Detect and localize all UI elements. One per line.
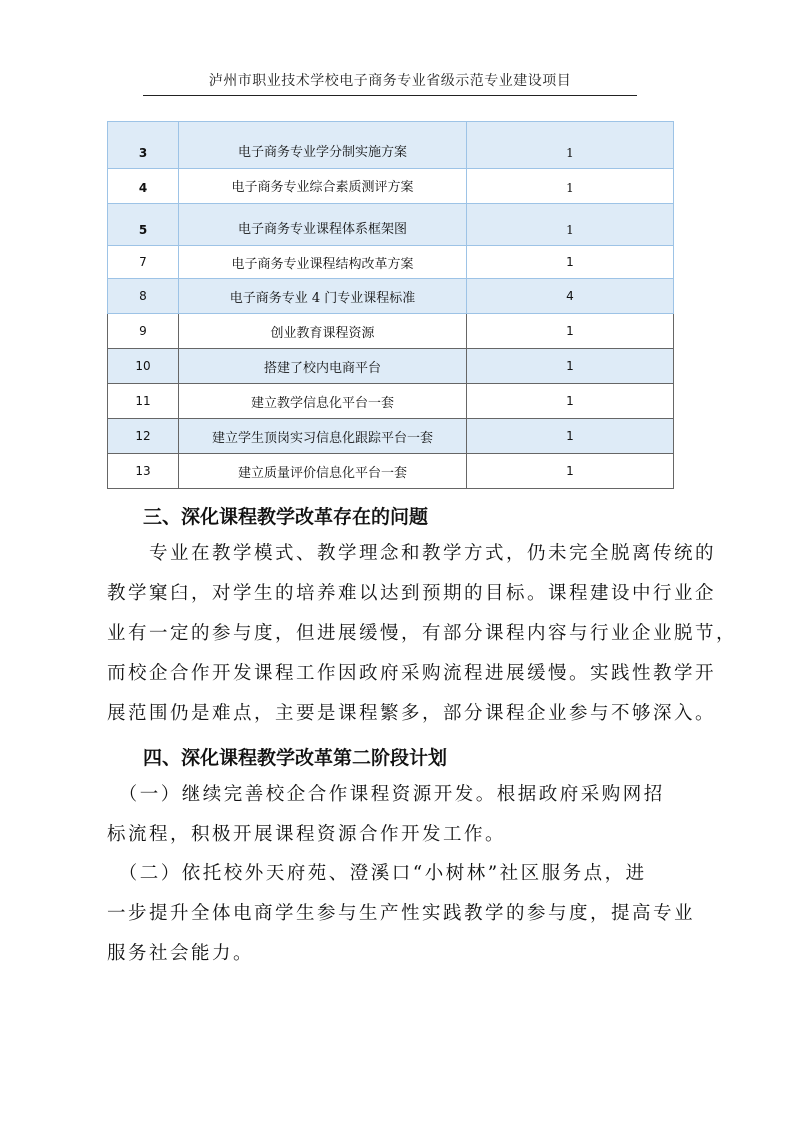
row-count: 1 xyxy=(467,169,674,204)
paragraph-line: 标流程，积极开展课程资源合作开发工作。 xyxy=(107,824,507,845)
header-divider xyxy=(143,95,637,96)
row-number: 10 xyxy=(108,349,179,384)
section-4-item-2 xyxy=(107,854,697,974)
row-count: 1 xyxy=(467,349,674,384)
paragraph-line: 业有一定的参与度，但进展缓慢，有部分课程内容与行业企业脱节， xyxy=(107,623,738,644)
table-row xyxy=(108,349,674,384)
section-3-paragraph xyxy=(107,534,738,734)
row-number: 12 xyxy=(108,419,179,454)
row-number: 11 xyxy=(108,384,179,419)
row-name: 创业教育课程资源 xyxy=(179,314,467,349)
table-row xyxy=(108,419,674,454)
row-name: 建立质量评价信息化平台一套 xyxy=(179,454,467,489)
row-number: 3 xyxy=(108,122,179,169)
row-count: 1 xyxy=(467,204,674,246)
section-4-item-1 xyxy=(107,775,697,855)
row-count: 4 xyxy=(467,279,674,314)
paragraph-line: 展范围仍是难点，主要是课程繁多，部分课程企业参与不够深入。 xyxy=(107,703,717,724)
paragraph-line: 专业在教学模式、教学理念和教学方式，仍未完全脱离传统的 xyxy=(107,543,717,564)
table-row xyxy=(108,246,674,279)
table-row xyxy=(108,314,674,349)
row-count: 1 xyxy=(467,419,674,454)
section-4-heading: 四、深化课程教学改革第二阶段计划 xyxy=(143,747,448,769)
section-3-heading: 三、深化课程教学改革存在的问题 xyxy=(143,506,429,528)
row-name: 电子商务专业 4 门专业课程标准 xyxy=(179,279,467,314)
table-row xyxy=(108,454,674,489)
table-row xyxy=(108,204,674,246)
results-table xyxy=(107,121,674,489)
paragraph-line: （二）依托校外天府苑、澄溪口“小树林”社区服务点，进 xyxy=(107,863,647,884)
paragraph-line: （一）继续完善校企合作课程资源开发。根据政府采购网招 xyxy=(107,784,665,805)
row-count: 1 xyxy=(467,314,674,349)
paragraph-line: 教学窠臼，对学生的培养难以达到预期的目标。课程建设中行业企 xyxy=(107,583,717,604)
table-row xyxy=(108,169,674,204)
row-name: 建立学生顶岗实习信息化跟踪平台一套 xyxy=(179,419,467,454)
paragraph-line: 一步提升全体电商学生参与生产性实践教学的参与度，提高专业 xyxy=(107,903,696,924)
row-name: 建立教学信息化平台一套 xyxy=(179,384,467,419)
paragraph-line: 服务社会能力。 xyxy=(107,943,255,964)
row-count: 1 xyxy=(467,384,674,419)
row-name: 搭建了校内电商平台 xyxy=(179,349,467,384)
row-name: 电子商务专业学分制实施方案 xyxy=(179,122,467,169)
row-count: 1 xyxy=(467,454,674,489)
table-row xyxy=(108,279,674,314)
table-row xyxy=(108,384,674,419)
row-number: 8 xyxy=(108,279,179,314)
table-row xyxy=(108,122,674,169)
row-name: 电子商务专业课程结构改革方案 xyxy=(179,246,467,279)
row-number: 13 xyxy=(108,454,179,489)
page-header-title: 泸州市职业技术学校电子商务专业省级示范专业建设项目 xyxy=(208,73,572,89)
row-count: 1 xyxy=(467,122,674,169)
row-number: 5 xyxy=(108,204,179,246)
row-name: 电子商务专业课程体系框架图 xyxy=(179,204,467,246)
row-name: 电子商务专业综合素质测评方案 xyxy=(179,169,467,204)
row-number: 9 xyxy=(108,314,179,349)
row-number: 7 xyxy=(108,246,179,279)
row-count: 1 xyxy=(467,246,674,279)
paragraph-line: 而校企合作开发课程工作因政府采购流程进展缓慢。实践性教学开 xyxy=(107,663,717,684)
row-number: 4 xyxy=(108,169,179,204)
